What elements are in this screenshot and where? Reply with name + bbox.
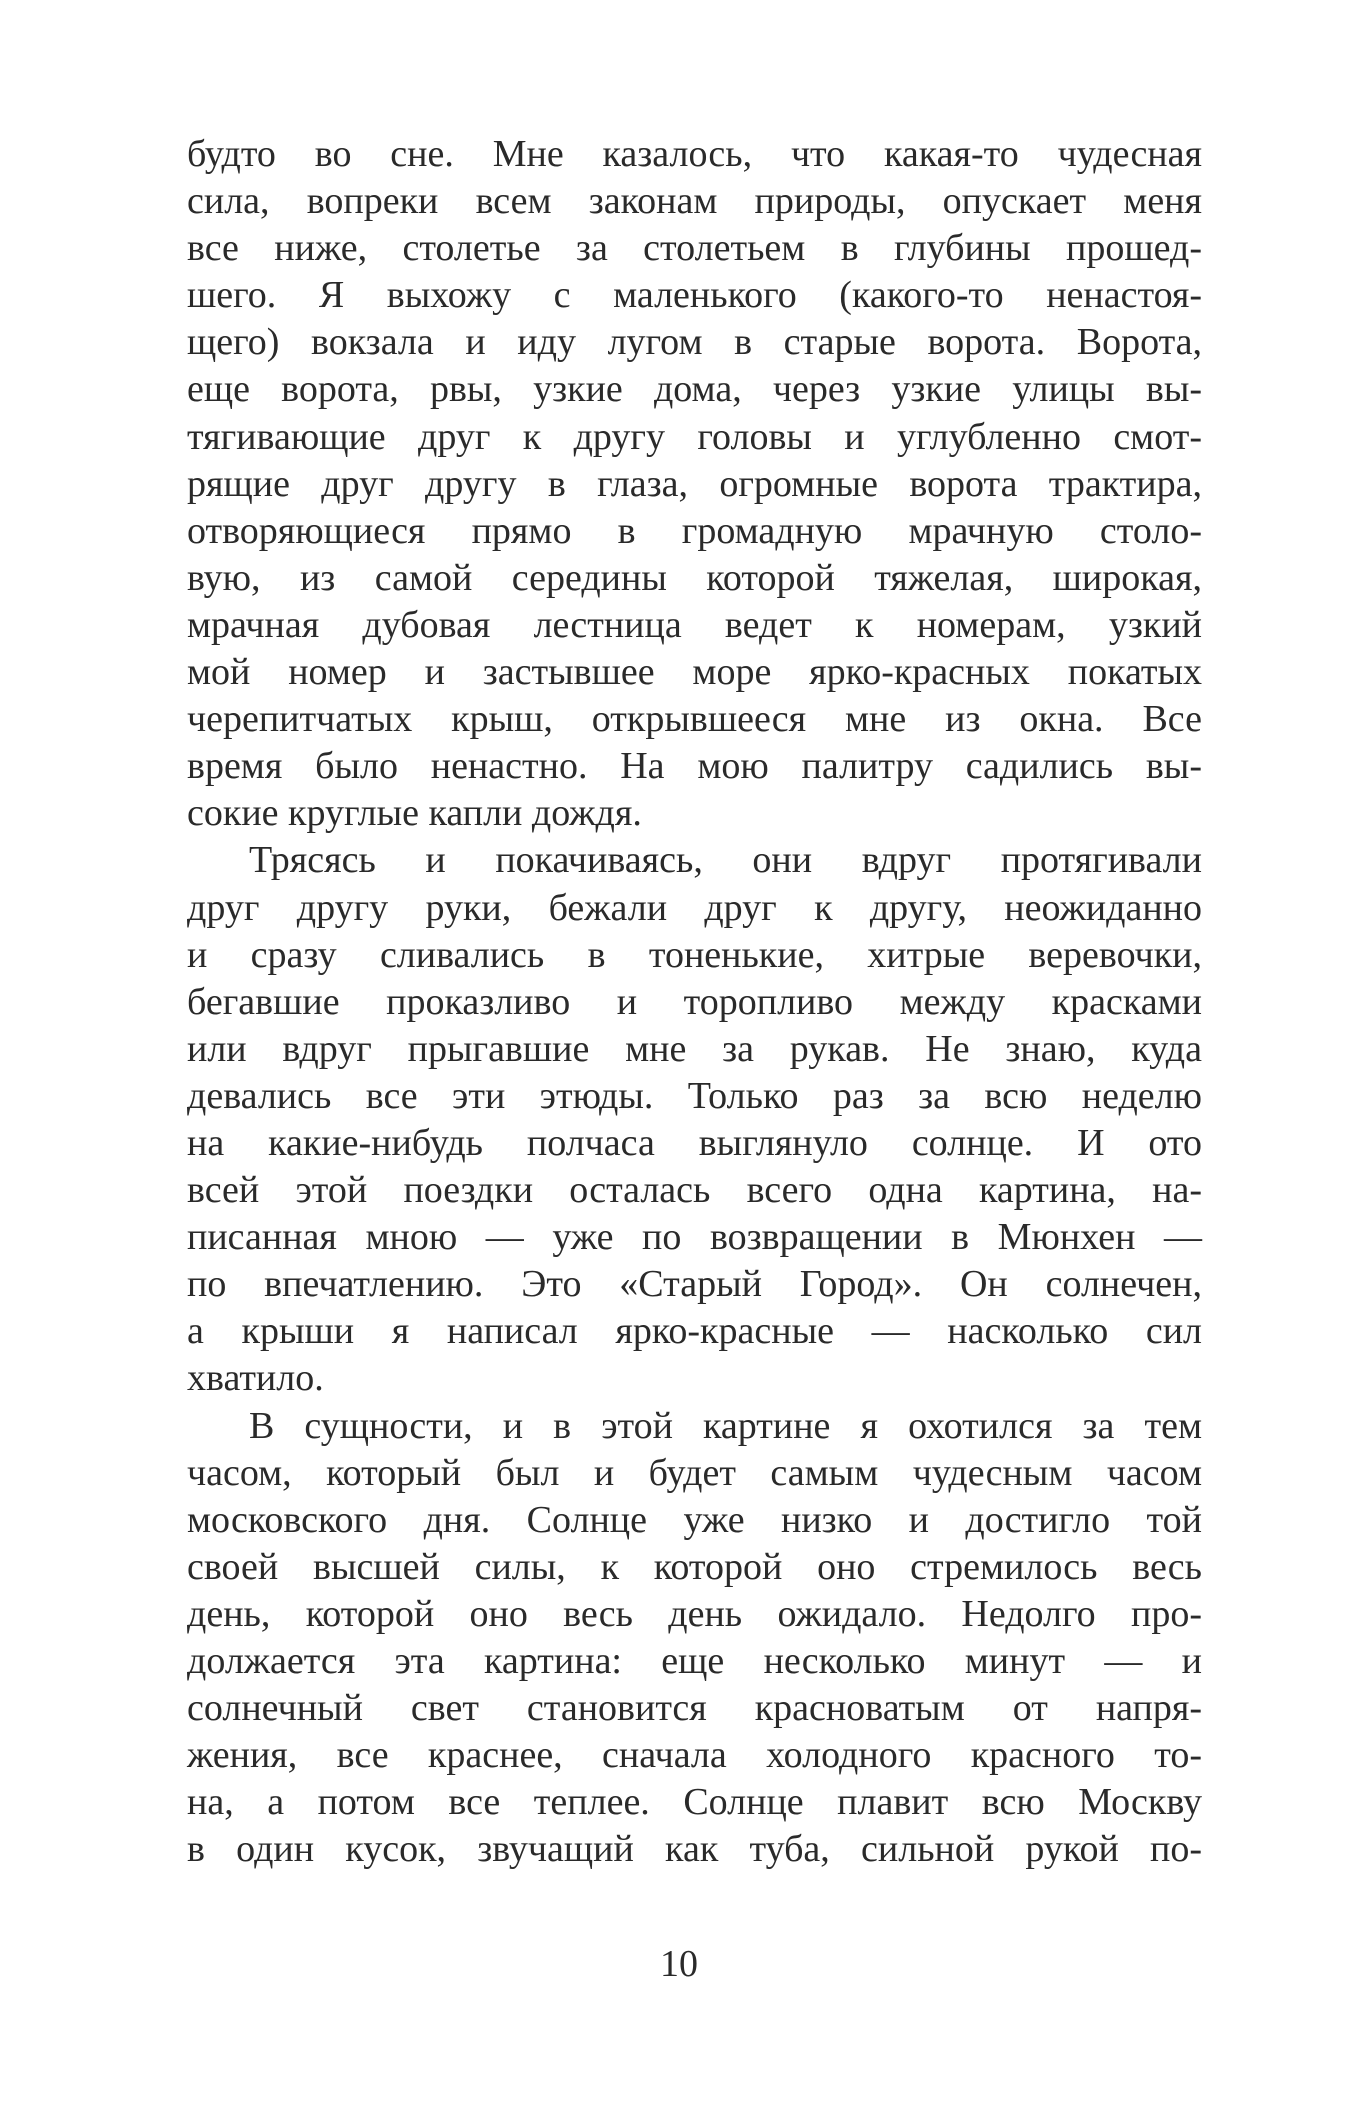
text-line: черепитчатых крыш, открывшееся мне из окна. Все [187, 698, 1202, 741]
text-line: жения, все краснее, сначала холодного красного то- [187, 1734, 1202, 1777]
text-line: и сразу сливались в тоненькие, хитрые веревочки, [187, 933, 1202, 976]
text-line: хватило. [187, 1357, 324, 1400]
text-line: должается эта картина: еще несколько минут — и [187, 1640, 1202, 1682]
text-line: всей этой поездки осталась всего одна картина, на- [187, 1169, 1202, 1212]
text-line: будто во сне. Мне казалось, что какая-то чудесная [187, 133, 1202, 175]
text-line: вую, из самой середины которой тяжелая, широкая, [187, 556, 1202, 599]
text-line: еще ворота, рвы, узкие дома, через узкие улицы вы- [187, 368, 1202, 411]
body-text [187, 131, 1202, 1873]
text-line: время было ненастно. На мою палитру садились вы- [187, 745, 1202, 788]
text-line: московского дня. Солнце уже низко и достигло той [187, 1498, 1202, 1541]
text-line: девались все эти этюды. Только раз за всю неделю [187, 1074, 1202, 1117]
text-line: В сущности, и в этой картине я охотился за тем [249, 1404, 1202, 1447]
text-line: отворяющиеся прямо в громадную мрачную столо- [187, 509, 1202, 552]
text-line: бегавшие проказливо и торопливо между красками [187, 980, 1202, 1023]
text-line: тягивающие друг к другу головы и углубленно смот- [187, 415, 1202, 458]
page-number: 10 [660, 1943, 698, 1985]
text-line: по впечатлению. Это «Старый Город». Он солнечен, [187, 1263, 1202, 1306]
text-line: день, которой оно весь день ожидало. Недолго про- [187, 1592, 1202, 1635]
text-line: сила, вопреки всем законам природы, опускает меня [187, 180, 1202, 223]
text-line: сокие круглые капли дождя. [187, 792, 642, 835]
text-line: на какие-нибудь полчаса выглянуло солнце. И ото [187, 1121, 1202, 1164]
text-line: часом, который был и будет самым чудесным часом [187, 1451, 1202, 1494]
text-line: или вдруг прыгавшие мне за рукав. Не знаю, куда [187, 1027, 1202, 1070]
text-line: Трясясь и покачиваясь, они вдруг протягивали [249, 839, 1202, 882]
text-line: солнечный свет становится красноватым от напря- [187, 1687, 1202, 1730]
text-line: мрачная дубовая лестница ведет к номерам, узкий [187, 603, 1202, 646]
text-line: писанная мною — уже по возвращении в Мюнхен — [187, 1216, 1202, 1259]
text-line: своей высшей силы, к которой оно стремилось весь [187, 1545, 1202, 1588]
text-line: друг другу руки, бежали друг к другу, неожиданно [187, 886, 1202, 929]
text-line: щего) вокзала и иду лугом в старые ворота. Ворота, [187, 321, 1202, 364]
text-line: все ниже, столетье за столетьем в глубины прошед- [187, 227, 1202, 270]
text-line: шего. Я выхожу с маленького (какого-то ненастоя- [187, 274, 1202, 317]
text-line: рящие друг другу в глаза, огромные ворота трактира, [187, 462, 1202, 505]
text-line: в один кусок, звучащий как туба, сильной рукой по- [187, 1828, 1202, 1871]
text-line: на, а потом все теплее. Солнце плавит всю Москву [187, 1781, 1202, 1824]
text-line: мой номер и застывшее море ярко-красных покатых [187, 651, 1202, 694]
text-line: а крыши я написал ярко-красные — насколько сил [187, 1310, 1202, 1353]
